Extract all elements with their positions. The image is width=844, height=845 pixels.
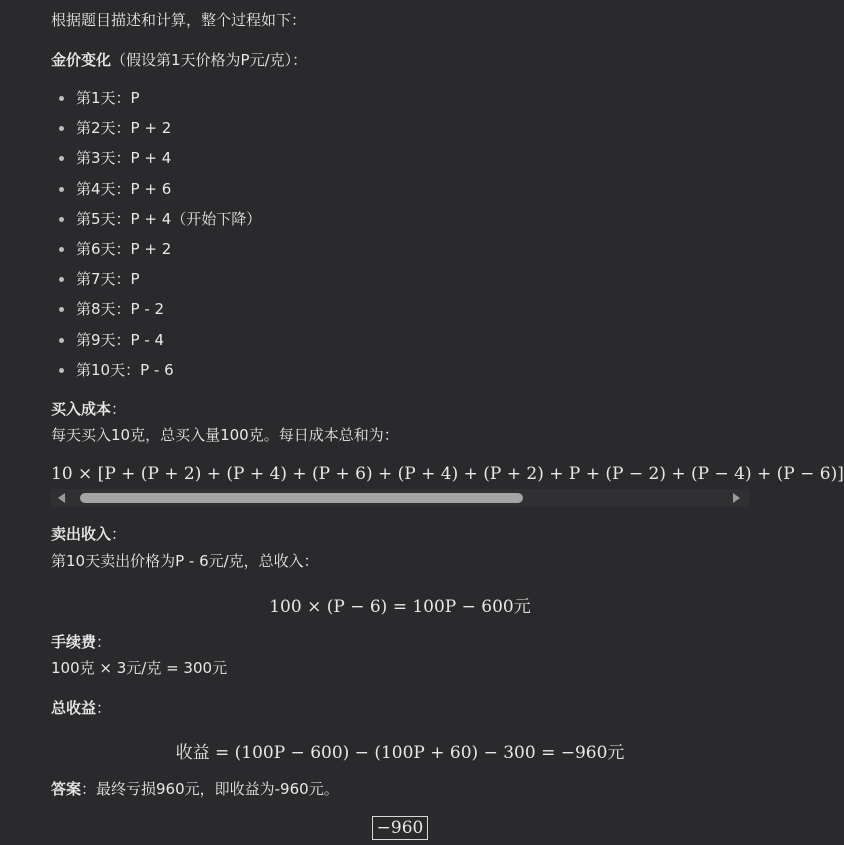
answer-label: 答案 [51, 780, 82, 798]
horizontal-scrollbar[interactable] [51, 489, 749, 507]
list-item: 第5天：P + 4（开始下降） [51, 207, 261, 237]
list-item: 第6天：P + 2 [51, 237, 261, 267]
scrollbar-thumb[interactable] [80, 493, 523, 503]
buy-cost-formula: 10 × [P + (P + 2) + (P + 4) + (P + 6) + (P + 4) + (P + 2) + P + (P − 2) + (P − 4) + (P − 6)] [51, 464, 844, 484]
sell-income-formula: 100 × (P − 6) = 100P − 600元 [269, 597, 531, 617]
boxed-answer: −960 [372, 816, 429, 840]
list-item: 第3天：P + 4 [51, 146, 261, 176]
gold-price-heading: 金价变化 [51, 51, 112, 69]
profit-formula: 收益 = (100P − 600) − (100P + 60) − 300 = −960元 [175, 743, 625, 763]
fee-text: 100克 × 3元/克 = 300元 [51, 659, 228, 677]
list-item: 第7天：P [51, 267, 261, 297]
buy-cost-text: 每天买入10克，总买入量100克。每日成本总和为： [51, 426, 399, 444]
gold-price-paragraph [51, 50, 307, 70]
buy-cost-formula-container[interactable] [51, 462, 844, 490]
gold-price-note: （假设第1天价格为P元/克）： [111, 51, 308, 69]
intro-text: 根据题目描述和计算，整个过程如下： [51, 11, 307, 29]
list-item: 第4天：P + 6 [51, 177, 261, 207]
profit-heading: 总收益 [51, 699, 97, 717]
answer-line [51, 779, 339, 799]
fee-heading: 手续费 [51, 633, 97, 651]
sell-income-text: 第10天卖出价格为P - 6元/克，总收入： [51, 552, 319, 570]
scroll-left-arrow-icon[interactable] [58, 493, 65, 503]
daily-price-list [51, 86, 261, 388]
scroll-right-arrow-icon[interactable] [733, 493, 740, 503]
sell-income-heading-line: 卖出收入： [51, 525, 127, 543]
list-item: 第8天：P - 2 [51, 297, 261, 327]
answer-text: ：最终亏损960元，即收益为-960元。 [81, 780, 339, 798]
buy-cost-heading-line: 买入成本： [51, 400, 127, 418]
fee-heading-line: 手续费： [51, 633, 112, 651]
buy-cost-heading: 买入成本 [51, 400, 112, 418]
list-item: 第1天：P [51, 86, 261, 116]
boxed-answer-wrapper [51, 816, 749, 840]
list-item: 第10天：P - 6 [51, 358, 261, 388]
profit-heading-line: 总收益： [51, 699, 112, 717]
list-item: 第2天：P + 2 [51, 116, 261, 146]
sell-income-heading: 卖出收入 [51, 525, 112, 543]
list-item: 第9天：P - 4 [51, 328, 261, 358]
